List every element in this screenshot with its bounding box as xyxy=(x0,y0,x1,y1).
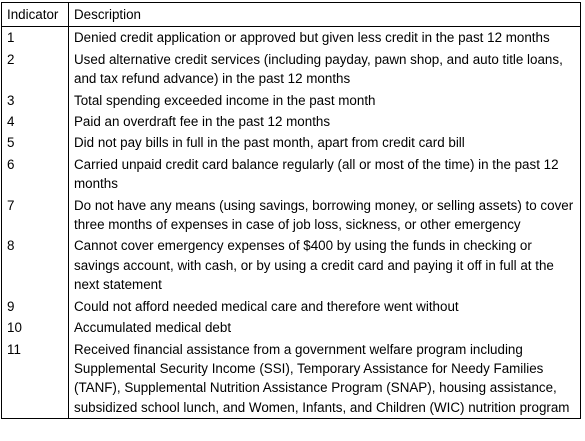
description-cell: Carried unpaid credit card balance regularly (all or most of the time) in the past 12 months xyxy=(69,154,581,195)
description-cell: Did not pay bills in full in the past month, apart from credit card bill xyxy=(69,132,581,153)
table-row xyxy=(2,154,581,195)
description-cell: Used alternative credit services (including payday, pawn shop, and auto title loans, and tax refund advance) in the past 12 months xyxy=(69,49,581,90)
indicator-cell: 4 xyxy=(2,111,69,132)
indicator-cell: 10 xyxy=(2,317,69,338)
table-header xyxy=(2,3,581,27)
table-row xyxy=(2,195,581,236)
header-indicator: Indicator xyxy=(2,3,69,27)
table-row xyxy=(2,235,581,295)
table-row xyxy=(2,111,581,132)
indicator-cell: 11 xyxy=(2,339,69,419)
description-cell: Could not afford needed medical care and therefore went without xyxy=(69,296,581,317)
table-row xyxy=(2,90,581,111)
description-cell: Denied credit application or approved but given less credit in the past 12 months xyxy=(69,27,581,49)
table-body xyxy=(2,27,581,419)
indicator-cell: 9 xyxy=(2,296,69,317)
table-row xyxy=(2,339,581,419)
description-cell: Paid an overdraft fee in the past 12 months xyxy=(69,111,581,132)
table-row xyxy=(2,132,581,153)
header-row xyxy=(2,3,581,27)
indicator-cell: 1 xyxy=(2,27,69,49)
table-row xyxy=(2,317,581,338)
table-row xyxy=(2,296,581,317)
indicator-cell: 7 xyxy=(2,195,69,236)
description-cell: Total spending exceeded income in the past month xyxy=(69,90,581,111)
indicator-cell: 5 xyxy=(2,132,69,153)
description-cell: Cannot cover emergency expenses of $400 by using the funds in checking or savings account, with cash, or by using a credit card and paying it off in full at the next statement xyxy=(69,235,581,295)
table-row xyxy=(2,49,581,90)
header-description: Description xyxy=(69,3,581,27)
indicator-cell: 2 xyxy=(2,49,69,90)
indicator-cell: 3 xyxy=(2,90,69,111)
indicator-table xyxy=(1,2,581,419)
description-cell: Do not have any means (using savings, borrowing money, or selling assets) to cover three months of expenses in case of job loss, sickness, or other emergency xyxy=(69,195,581,236)
description-cell: Accumulated medical debt xyxy=(69,317,581,338)
indicator-cell: 8 xyxy=(2,235,69,295)
indicator-cell: 6 xyxy=(2,154,69,195)
description-cell: Received financial assistance from a government welfare program including Supplemental Security Income (SSI), Temporary Assistance for Needy Families (TANF), Supplemental Nutrition Assistance Program (SNAP), housing assistance, subsidized school lunch, and Women, Infants, and Children (WIC) nutrition program xyxy=(69,339,581,419)
table-row xyxy=(2,27,581,49)
